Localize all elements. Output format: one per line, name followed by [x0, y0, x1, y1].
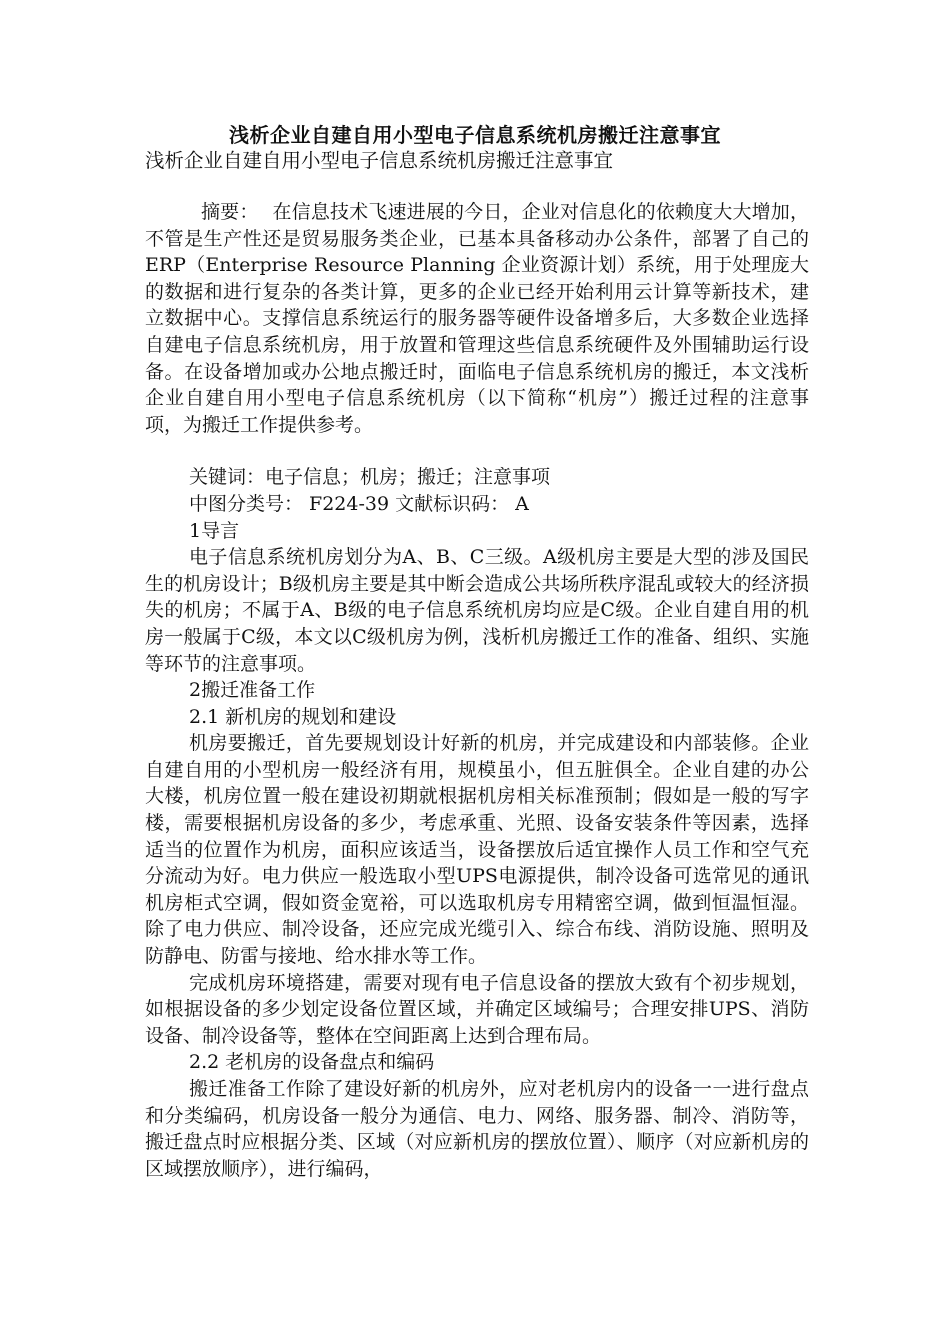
keywords-line: 关键词：电子信息；机房；搬迁；注意事项: [189, 466, 551, 489]
section-2-2-paragraph: 搬迁准备工作除了建设好新的机房外，应对老机房内的设备一一进行盘点和分类编码，机房设备一般分为通信、电力、网络、服务器、制冷、消防等，搬迁盘点时应根据分类、区域（对应新机房的摆放位置）、顺序（对应新机房的区域摆放顺序），进行编码，: [145, 1078, 809, 1180]
section-2-1-paragraph-1: 机房要搬迁，首先要规划设计好新的机房，并完成建设和内部装修。企业自建自用的小型机房一般经济有用，规模虽小，但五脏俱全。企业自建的办公大楼，机房位置一般在建设初期就根据机房相关标准预制；假如是一般的写字楼，需要根据机房设备的多少，考虑承重、光照、设备安装条件等因素，选择适当的位置作为机房，面积应该适当，设备摆放后适宜操作人员工作和空气充分流动为好。电力供应一般选取小型UPS电源提供，制冷设备可选常见的通讯机房柜式空调，假如资金宽裕，可以选取机房专用精密空调，做到恒温恒湿。除了电力供应、制冷设备，还应完成光缆引入、综合布线、消防设施、照明及防静电、防雷与接地、给水排水等工作。: [145, 732, 809, 968]
abstract-text: 在信息技术飞速进展的今日，企业对信息化的依赖度大大增加，不管是生产性还是贸易服务类企业，已基本具备移动办公条件，部署了自己的ERP（Enterprise Resource Planning 企业资源计划）系统，用于处理庞大的数据和进行复杂的各类计算，更多的企业已经开始利用云计算等新技术，建立数据中心。支撑信息系统运行的服务器等硬件设备增多后，大多数企业选择自建电子信息系统机房，用于放置和管理这些信息系统硬件及外围辅助运行设备。在设备增加或办公地点搬迁时，面临电子信息系统机房的搬迁，本文浅析企业自建自用小型电子信息系统机房（以下简称“机房”）搬迁过程的注意事项，为搬迁工作提供参考。: [145, 201, 809, 436]
section-1-paragraph: 电子信息系统机房划分为A、B、C三级。A级机房主要是大型的涉及国民生的机房设计；B级机房主要是其中断会造成公共场所秩序混乱或较大的经济损失的机房；不属于A、B级的电子信息系统机房均应是C级。企业自建自用的机房一般属于C级，本文以C级机房为例，浅析机房搬迁工作的准备、组织、实施等环节的注意事项。: [145, 546, 809, 675]
section-1-heading: 1导言: [189, 519, 240, 542]
abstract-paragraph: [145, 199, 809, 438]
document-body: [145, 199, 809, 1182]
document-title: 浅析企业自建自用小型电子信息系统机房搬迁注意事宜: [229, 123, 721, 147]
spacer: [145, 438, 809, 464]
section-2-1-paragraph-2: 完成机房环境搭建，需要对现有电子信息设备的摆放大致有个初步规划，如根据设备的多少划定设备位置区域，并确定区域编号；合理安排UPS、消防设备、制冷设备等，整体在空间距离上达到合理布局。: [145, 971, 809, 1047]
section-2-heading: 2搬迁准备工作: [189, 679, 316, 702]
abstract-label: 摘要：: [201, 201, 259, 223]
section-2-2-heading: 2.2 老机房的设备盘点和编码: [189, 1051, 435, 1074]
classification-line: 中图分类号： F224-39 文献标识码： A: [189, 492, 529, 515]
document-subtitle: 浅析企业自建自用小型电子信息系统机房搬迁注意事宜: [145, 149, 614, 172]
section-2-1-heading: 2.1 新机房的规划和建设: [189, 705, 397, 728]
